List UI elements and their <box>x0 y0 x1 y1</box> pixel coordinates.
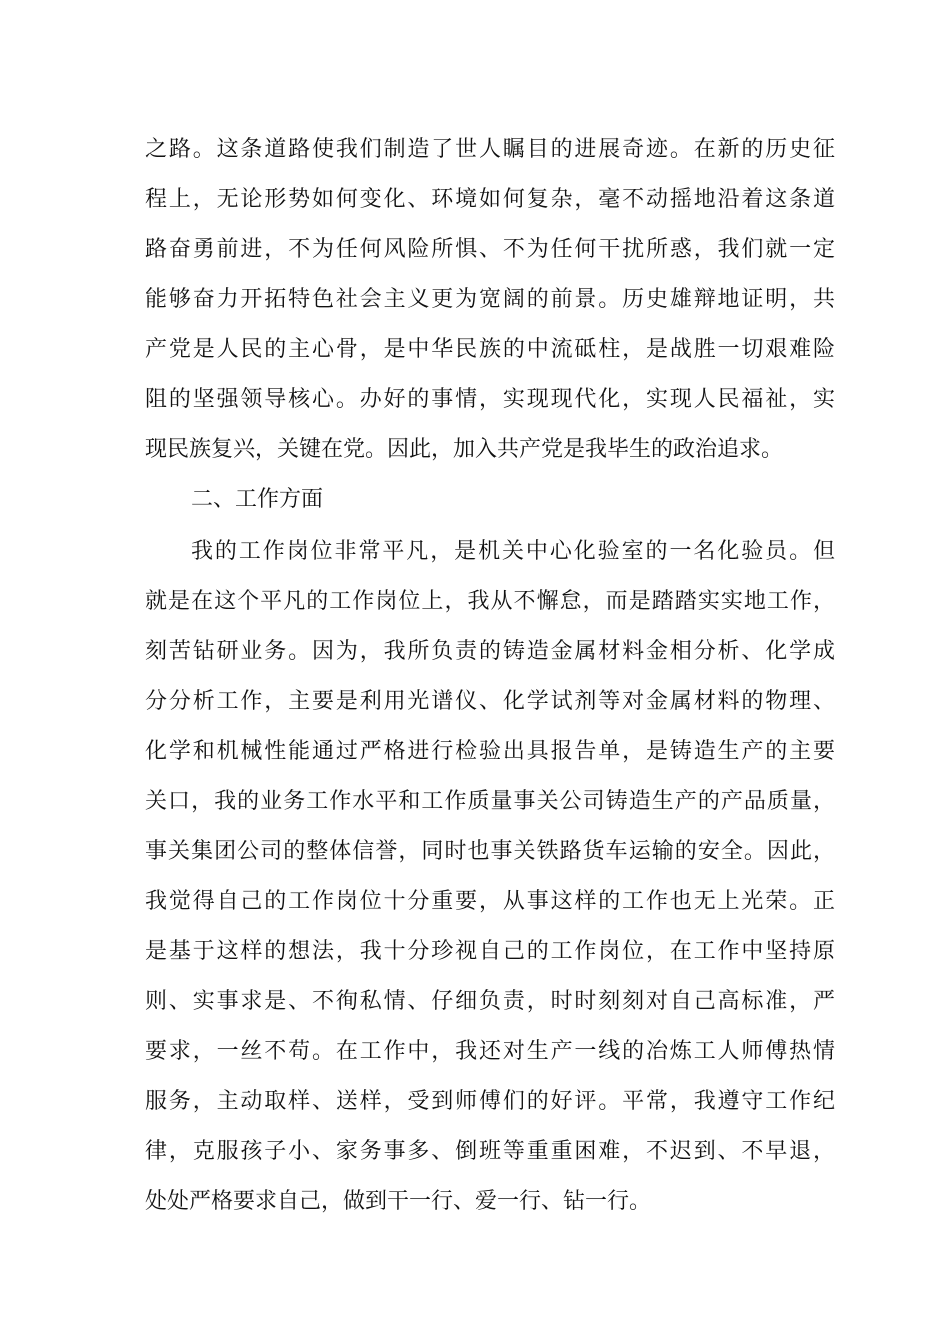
paragraph-1-line-1: 之路。这条道路使我们制造了世人瞩目的进展奇迹。在新的历史征 <box>145 137 835 162</box>
paragraph-2-line-1: 我的工作岗位非常平凡，是机关中心化验室的一名化验员。但 <box>191 539 835 564</box>
paragraph-2-line-7: 事关集团公司的整体信誉，同时也事关铁路货车运输的安全。因此， <box>145 839 835 864</box>
paragraph-2-line-11: 要求，一丝不苟。在工作中，我还对生产一线的冶炼工人师傅热情 <box>145 1039 835 1064</box>
section-heading: 二、工作方面 <box>191 487 324 512</box>
paragraph-2-line-9: 是基于这样的想法，我十分珍视自己的工作岗位，在工作中坚持原 <box>145 939 835 964</box>
paragraph-2-line-6: 关口，我的业务工作水平和工作质量事关公司铸造生产的产品质量， <box>145 789 835 814</box>
paragraph-1-line-4: 能够奋力开拓特色社会主义更为宽阔的前景。历史雄辩地证明，共 <box>145 287 835 312</box>
paragraph-1-line-5: 产党是人民的主心骨，是中华民族的中流砥柱，是战胜一切艰难险 <box>145 337 835 362</box>
paragraph-2-line-10: 则、实事求是、不徇私情、仔细负责，时时刻刻对自己高标准，严 <box>145 989 835 1014</box>
paragraph-2-line-3: 刻苦钻研业务。因为，我所负责的铸造金属材料金相分析、化学成 <box>145 639 835 664</box>
paragraph-2-line-2: 就是在这个平凡的工作岗位上，我从不懈怠，而是踏踏实实地工作， <box>145 589 835 614</box>
paragraph-2-line-14: 处处严格要求自己，做到干一行、爱一行、钻一行。 <box>145 1189 652 1214</box>
paragraph-2-line-13: 律，克服孩子小、家务事多、倒班等重重困难，不迟到、不早退， <box>145 1139 835 1164</box>
paragraph-1-line-6: 阻的坚强领导核心。办好的事情，实现现代化，实现人民福祉，实 <box>145 387 835 412</box>
paragraph-1-line-7: 现民族复兴，关键在党。因此，加入共产党是我毕生的政治追求。 <box>145 437 784 462</box>
paragraph-2-line-12: 服务，主动取样、送样，受到师傅们的好评。平常，我遵守工作纪 <box>145 1089 835 1114</box>
paragraph-1-line-3: 路奋勇前进，不为任何风险所惧、不为任何干扰所惑，我们就一定 <box>145 237 835 262</box>
paragraph-2-line-5: 化学和机械性能通过严格进行检验出具报告单，是铸造生产的主要 <box>145 739 835 764</box>
paragraph-2-line-8: 我觉得自己的工作岗位十分重要，从事这样的工作也无上光荣。正 <box>145 889 835 914</box>
paragraph-1-line-2: 程上，无论形势如何变化、环境如何复杂，毫不动摇地沿着这条道 <box>145 187 835 212</box>
paragraph-2-line-4: 分分析工作，主要是利用光谱仪、化学试剂等对金属材料的物理、 <box>145 689 835 714</box>
